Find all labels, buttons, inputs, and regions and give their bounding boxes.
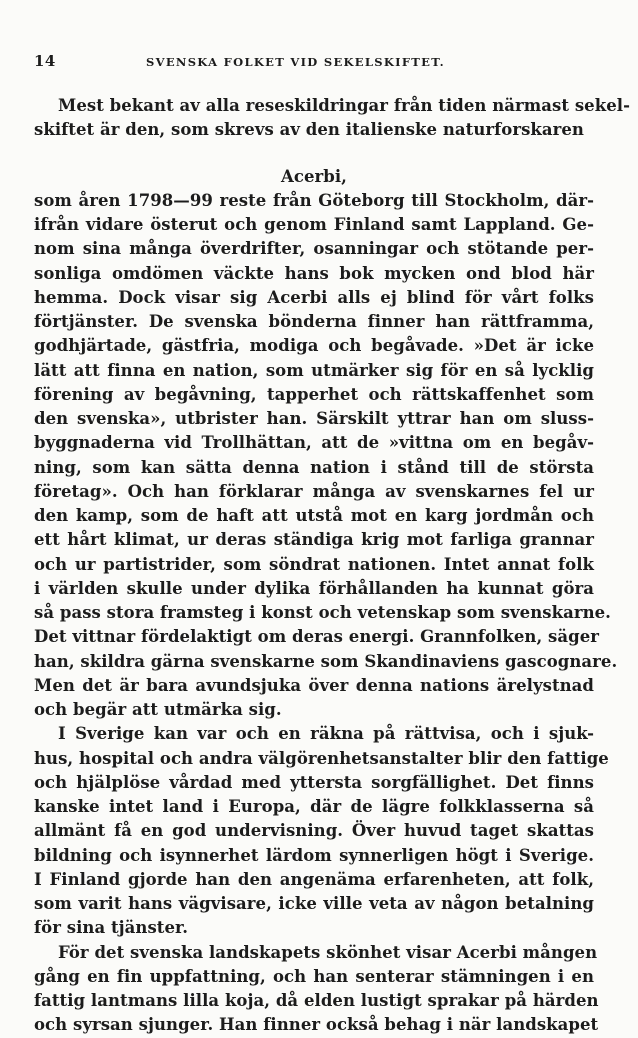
text-line: bildning och isynnerhet lärdom synnerligen högt i Sverige.: [34, 845, 594, 865]
text-line: den kamp, som de haft att utstå mot en karg jordmån och: [34, 506, 594, 525]
text-line: gång en fin uppfattning, och han senterar stämningen i en: [34, 966, 594, 986]
text-line: och hjälplöse vårdad med yttersta sorgfällighet. Det finns: [34, 772, 594, 792]
text-line: och begär att utmärka sig.: [34, 700, 282, 719]
text-line: sonliga omdömen väckte hans bok mycken ond blod här: [34, 263, 594, 283]
text-line: Men det är bara avundsjuka över denna nations ärelystnad: [34, 675, 594, 695]
text-line: förtjänster. De svenska bönderna finner han rättframma,: [34, 312, 594, 331]
running-header: [34, 52, 600, 74]
text-line: företag». Och han förklarar många av svenskarnes fel ur: [34, 481, 594, 501]
text-line: i världen skulle under dylika förhållanden ha kunnat göra: [34, 578, 594, 598]
text-line: hemma. Dock visar sig Acerbi alls ej blind för vårt folks: [34, 287, 594, 307]
text-line: nom sina många överdrifter, osanningar och stötande per-: [34, 239, 594, 259]
text-line: den svenska», utbrister han. Särskilt yttrar han om sluss-: [34, 409, 594, 428]
text-line: I Sverige kan var och en räkna på rättvisa, och i sjuk-: [58, 724, 594, 744]
text-line: godhjärtade, gästfria, modiga och begåvade. »Det är icke: [34, 336, 594, 356]
text-line: så pass stora framsteg i konst och vetenskap som svenskarne.: [34, 603, 611, 622]
text-line: I Finland gjorde han den angenäma erfarenheten, att folk,: [34, 869, 594, 889]
section-spacer: [34, 143, 594, 165]
text-line: ett hårt klimat, ur deras ständiga krig mot farliga grannar: [34, 530, 594, 550]
text-line: förening av begåvning, tapperhet och rättskaffenhet som: [34, 384, 594, 404]
text-line: som varit hans vägvisare, icke ville veta av någon betalning: [34, 894, 594, 913]
text-line: byggnaderna vid Trollhättan, att de »vittna om en begåv-: [34, 433, 594, 453]
text-line: allmänt få en god undervisning. Över huvud taget skattas: [34, 821, 594, 841]
text-line: skiftet är den, som skrevs av den italienske naturforskaren: [34, 120, 584, 140]
text-line: kanske intet land i Europa, där de lägre folkklasserna så: [34, 797, 594, 816]
text-line: han, skildra gärna svenskarne som Skandinaviens gascognare.: [34, 651, 618, 671]
text-line: för sina tjänster.: [34, 918, 189, 938]
name-heading: Acerbi,: [281, 166, 347, 186]
text-line: Det vittnar fördelaktigt om deras energi. Grannfolken, säger: [34, 627, 600, 647]
text-line: Mest bekant av alla reseskildringar från tiden närmast sekel-: [58, 96, 630, 115]
text-line: lätt att finna en nation, som utmärker sig för en så lycklig: [34, 360, 594, 380]
text-line: ning, som kan sätta denna nation i stånd till de största: [34, 457, 594, 477]
text-line: och syrsan sjunger. Han finner också behag i när landskapet: [34, 1015, 599, 1035]
text-line: fattig lantmans lilla koja, då elden lustigt sprakar på härden: [34, 991, 599, 1010]
text-line: som åren 1798—99 reste från Göteborg till Stockholm, där-: [34, 190, 594, 210]
page-number: 14: [34, 52, 56, 70]
text-line: och ur partistrider, som söndrat nationen. Intet annat folk: [34, 554, 594, 574]
text-line: För det svenska landskapets skönhet visar Acerbi mången: [58, 942, 598, 962]
body-text: [34, 94, 630, 1038]
text-line: ifrån vidare österut och genom Finland samt Lappland. Ge-: [34, 215, 594, 234]
running-title: SVENSKA FOLKET VID SEKELSKIFTET.: [146, 55, 445, 69]
text-line: hus, hospital och andra välgörenhetsanstalter blir den fattige: [34, 748, 609, 768]
